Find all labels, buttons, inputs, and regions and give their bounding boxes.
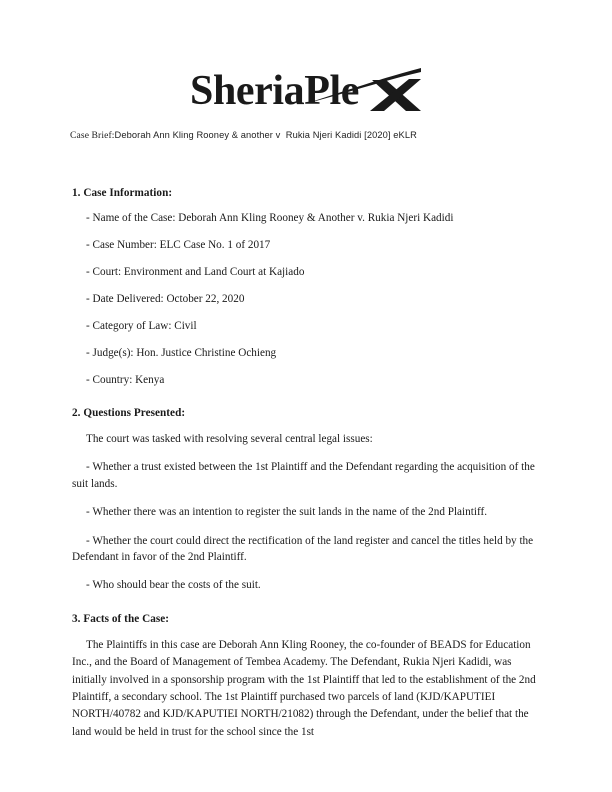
questions-intro: The court was tasked with resolving several central legal issues: <box>86 433 373 445</box>
section-3-heading: 3. Facts of the Case: <box>72 612 170 625</box>
question-item-3: - Whether the court could direct the rectification of the land register and cancel the titles held by the Defendant in favor of the 2nd Plaintiff. <box>72 534 534 564</box>
info-item-date-delivered: - Date Delivered: October 22, 2020 <box>86 293 245 305</box>
section-case-information <box>72 186 540 388</box>
info-item-name: - Name of the Case: Deborah Ann Kling Rooney & Another v. Rukia Njeri Kadidi <box>86 212 454 224</box>
question-item-2: - Whether there was an intention to register the suit lands in the name of the 2nd Plaintiff. <box>86 506 487 519</box>
question-item-1: - Whether a trust existed between the 1st Plaintiff and the Defendant regarding the acquisition of the suit lands. <box>72 461 535 490</box>
sheriaplex-logo <box>0 60 612 122</box>
case-brief-header <box>70 130 417 141</box>
sheriaplex-logo-svg <box>190 62 422 120</box>
info-item-court: - Court: Environment and Land Court at Kajiado <box>86 266 305 278</box>
question-item-4: - Who should bear the costs of the suit. <box>86 579 261 592</box>
section-questions-presented <box>72 406 540 594</box>
info-item-category: - Category of Law: Civil <box>86 320 197 332</box>
case-citation: Deborah Ann Kling Rooney & another v Rukia Njeri Kadidi [2020] eKLR <box>114 130 417 140</box>
info-item-country: - Country: Kenya <box>86 374 165 386</box>
section-facts-of-the-case <box>72 612 540 741</box>
section-2-heading: 2. Questions Presented: <box>72 407 186 419</box>
case-brief-label: Case Brief: <box>70 130 115 141</box>
logo-wordmark: SheriaPle <box>190 68 360 114</box>
document-body <box>72 186 540 745</box>
facts-paragraph: The Plaintiffs in this case are Deborah Ann Kling Rooney, the co-founder of BEADS for Education Inc., and the Board of Management of Tembea Academy. The Defendant, Rukia Njeri Kadidi, was initially involved in a sponsorship program with the 1st Plaintiff that led to the establishment of the 2nd Plaintiff, a secondary school. The 1st Plaintiff purchased two parcels of land (KJD/KAPUTIEI NORTH/40782 and KJD/KAPUTIEI NORTH/21082) through the Defendant, under the belief that the land would be held in trust for the school since the 1st <box>72 638 536 738</box>
info-item-case-number: - Case Number: ELC Case No. 1 of 2017 <box>86 239 271 251</box>
section-1-heading: 1. Case Information: <box>72 187 173 199</box>
info-item-judges: - Judge(s): Hon. Justice Christine Ochieng <box>86 347 277 359</box>
